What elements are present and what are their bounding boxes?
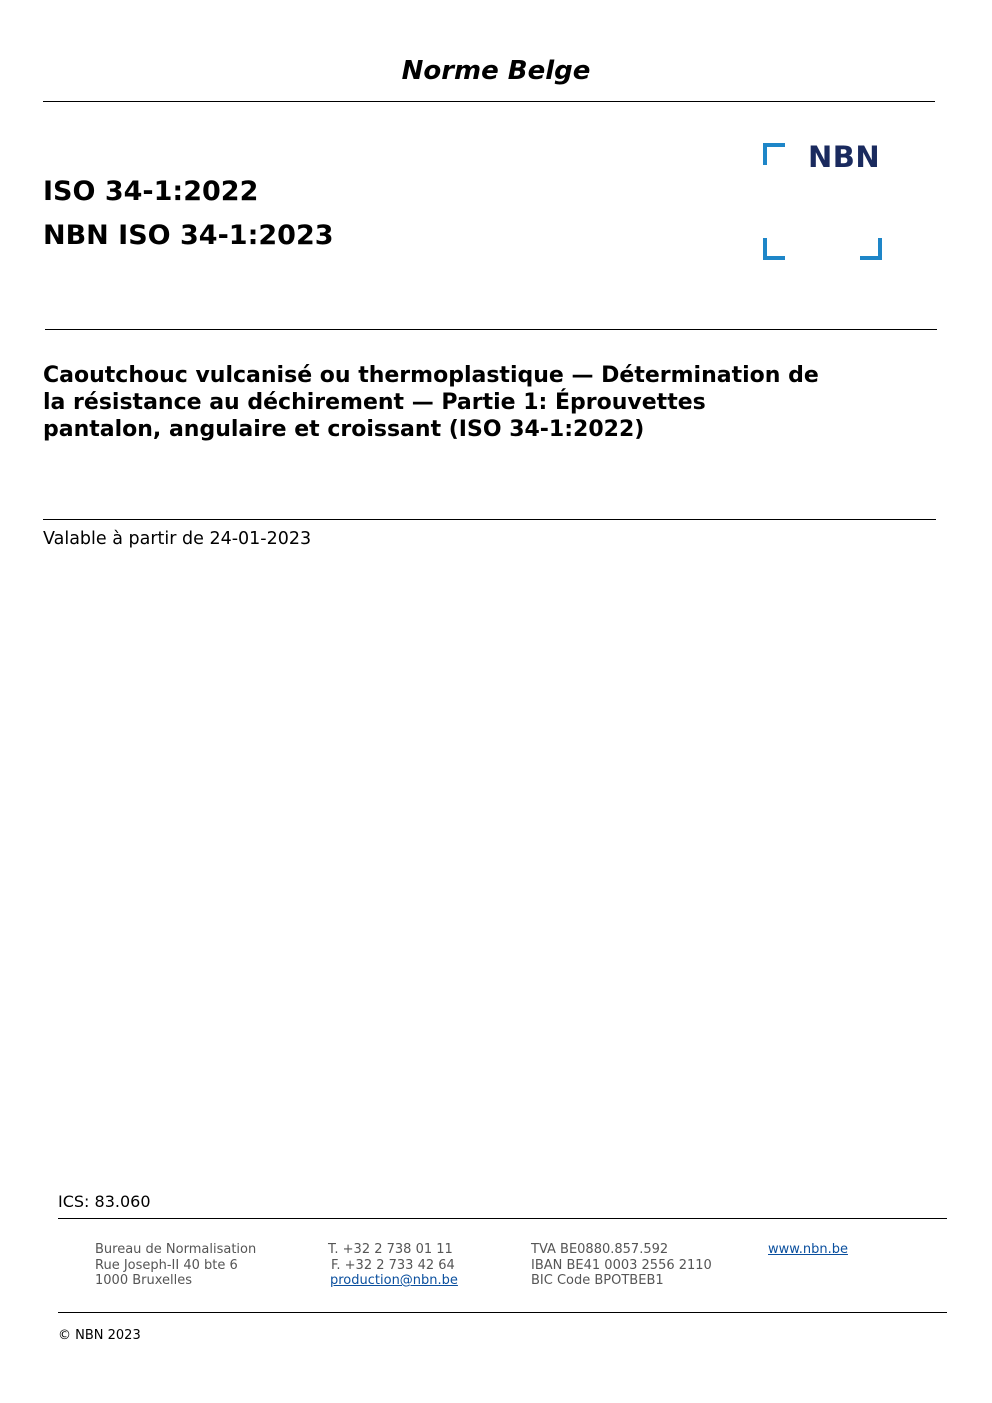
ics-code: ICS: 83.060	[58, 1192, 151, 1211]
footer-banking	[531, 1242, 712, 1289]
phone-number: T. +32 2 738 01 11	[328, 1242, 453, 1257]
iso-standard-id: ISO 34-1:2022	[43, 176, 259, 207]
logo-corner-bottom-left	[763, 238, 785, 260]
header-divider	[43, 101, 935, 102]
copyright-notice: © NBN 2023	[58, 1328, 141, 1343]
header-title: Norme Belge	[401, 56, 591, 86]
nbn-logo	[760, 140, 886, 264]
logo-corner-top-left	[763, 143, 785, 165]
logo-text: NBN	[808, 140, 881, 174]
logo-corner-bottom-right	[860, 238, 882, 260]
document-title-line: la résistance au déchirement — Partie 1: Éprouvettes	[43, 390, 706, 415]
website-link[interactable]: www.nbn.be	[768, 1242, 848, 1257]
title-bottom-divider	[43, 519, 936, 520]
document-title-line: pantalon, angulaire et croissant (ISO 34-1:2022)	[43, 417, 645, 442]
address-line: Rue Joseph-II 40 bte 6	[95, 1257, 238, 1273]
title-top-divider	[45, 329, 937, 330]
document-title	[43, 362, 923, 443]
address-line: 1000 Bruxelles	[95, 1273, 193, 1288]
fax-number: F. +32 2 733 42 64	[331, 1257, 455, 1273]
valid-from-date: Valable à partir de 24-01-2023	[43, 529, 312, 549]
footer-top-divider	[58, 1218, 947, 1219]
email-link[interactable]: production@nbn.be	[330, 1273, 458, 1288]
document-title-line: Caoutchouc vulcanisé ou thermoplastique — Détermination de	[43, 363, 819, 388]
footer-contact	[328, 1242, 458, 1289]
footer-website	[768, 1242, 848, 1258]
footer-bottom-divider	[58, 1312, 947, 1313]
iban-number: IBAN BE41 0003 2556 2110	[531, 1257, 712, 1273]
vat-number: TVA BE0880.857.592	[531, 1242, 669, 1257]
nbn-standard-id: NBN ISO 34-1:2023	[43, 220, 334, 251]
address-line: Bureau de Normalisation	[95, 1242, 257, 1257]
footer-address	[95, 1242, 256, 1289]
bic-code: BIC Code BPOTBEB1	[531, 1273, 664, 1288]
